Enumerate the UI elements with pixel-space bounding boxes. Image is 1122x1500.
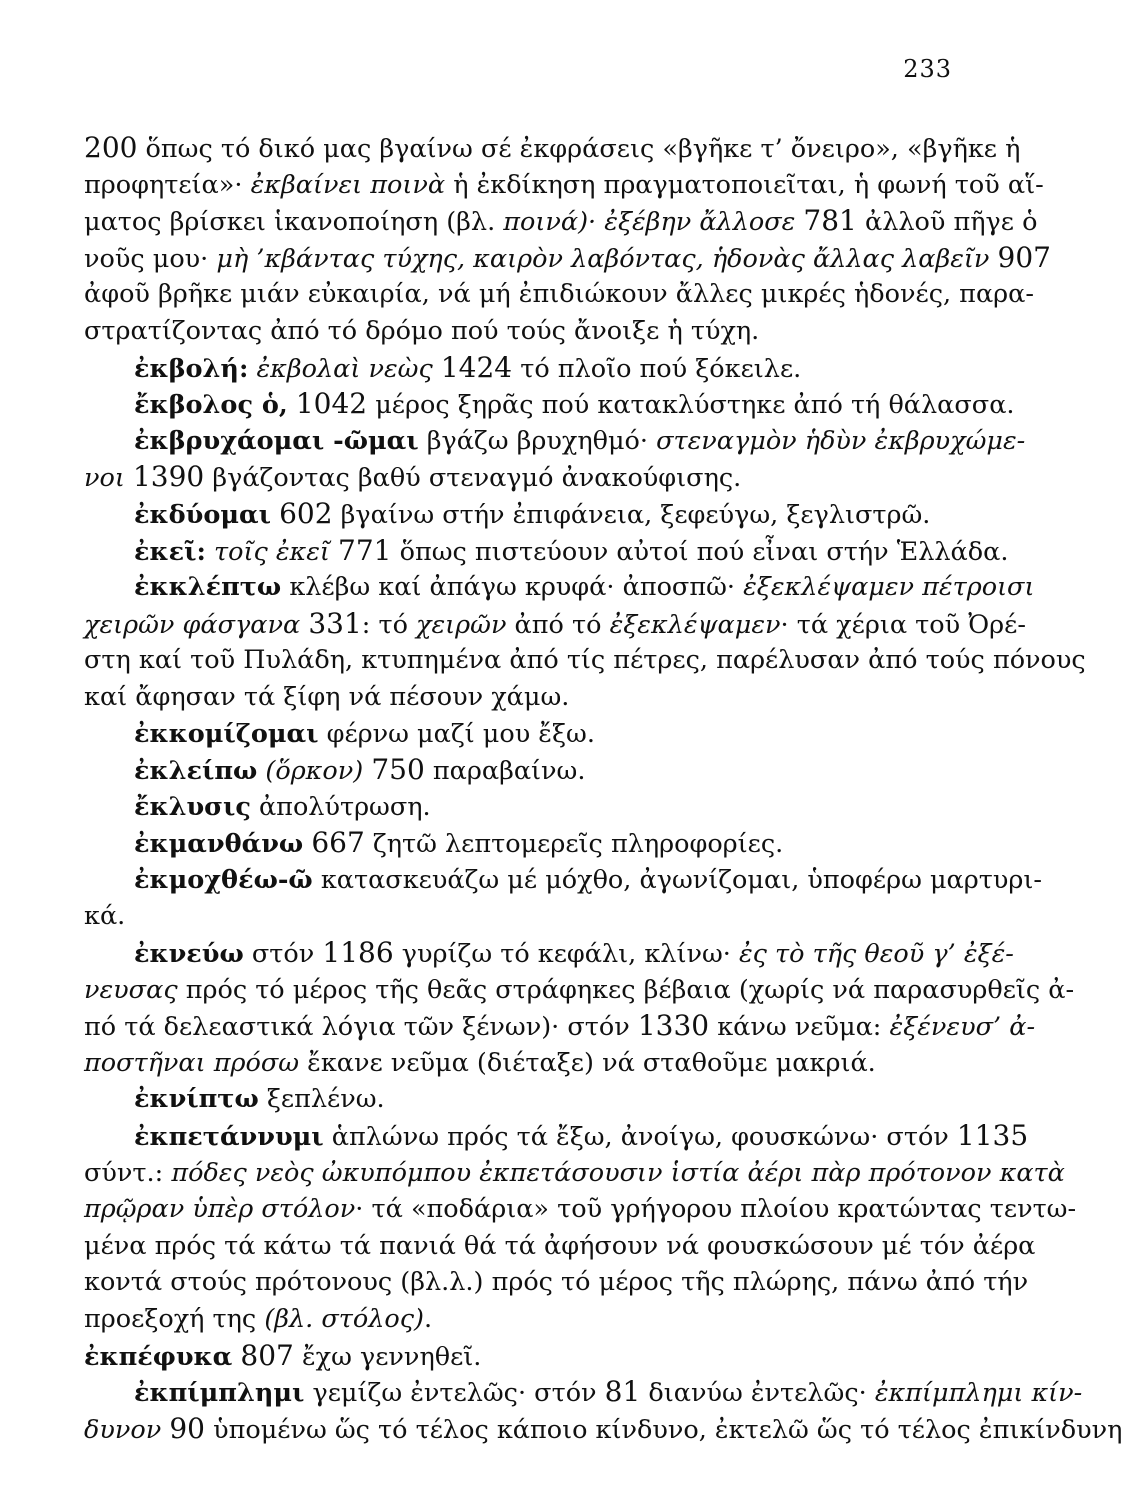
verse-number: 807 [240, 1338, 294, 1372]
verse-number: 771 [338, 533, 392, 567]
italic-quote: (βλ. στόλος) [264, 1304, 425, 1334]
entry-headword: ἐκβολή: [134, 353, 249, 384]
text-line [84, 1228, 1036, 1265]
italic-quote: ἐκβαίνει ποινὰ [250, 169, 446, 200]
text-run: σύντ.: [84, 1157, 172, 1188]
text-run: . [424, 1304, 433, 1334]
text-run: κοντά στούς πρότονους (βλ.λ.) πρός τό μέρος τῆς πλώρης, πάνω ἀπό τήν [84, 1267, 1029, 1298]
text-run: ἔχω γεννηθεῖ. [293, 1341, 482, 1372]
italic-quote: ἐξένευσ’ ἀ- [889, 1012, 1036, 1043]
text-run: διανύω ἐντελῶς· [640, 1378, 875, 1409]
text-line [84, 459, 954, 496]
text-line [84, 533, 1009, 570]
italic-quote: χειρῶν [416, 609, 507, 640]
text-line [84, 1045, 954, 1082]
text-line [84, 130, 1021, 167]
text-run [330, 537, 338, 567]
verse-number: 81 [604, 1375, 641, 1409]
text-line [84, 642, 1086, 679]
italic-quote: νοι [84, 463, 125, 494]
text-run: κάνω νεῦμα: [709, 1012, 890, 1043]
entry-headword: ἐκλείπω [134, 756, 258, 787]
text-line [84, 167, 1044, 204]
text-run: ὅπως πιστεύουν αὐτοί πού εἶναι στήν Ἑλλάδα. [391, 536, 1009, 567]
text-run: ὅπως τό δικό μας βγαίνω σέ ἐκφράσεις «βγῆκε τ’ ὄνειρο», «βγῆκε ἡ [137, 134, 1021, 164]
entry-headword: ἐκβρυχάομαι -ῶμαι [134, 425, 419, 456]
text-run [433, 354, 441, 384]
verse-number: 1186 [322, 936, 394, 970]
text-run: βγάζω βρυχηθμό· [418, 425, 657, 456]
text-run: · τά χέρια τοῦ Ὀρέ- [780, 609, 1026, 640]
text-run: ματος βρίσκει ἱκανοποίηση (βλ. [84, 207, 504, 238]
italic-quote: ποινά)· ἐξέβην ἄλλοσε [503, 207, 796, 238]
text-run: ἀλλοῦ πῆγε ὁ [856, 207, 1038, 238]
italic-quote: ἐξεκλέψαμεν πέτροισι [743, 572, 1035, 603]
text-run: · τά «ποδάρια» τοῦ γρήγορου πλοίου κρατώντας τεντω- [355, 1194, 1077, 1225]
text-line [84, 972, 1075, 1009]
text-line [84, 496, 954, 533]
entry-headword: ἐκεῖ: [134, 536, 206, 567]
text-line [84, 935, 1014, 972]
entry-headword: ἐκνεύω [134, 939, 244, 970]
text-line [84, 203, 1038, 240]
text-line [84, 313, 954, 350]
text-run: βγαίνω στήν ἐπιφάνεια, ξεφεύγω, ξεγλιστρῶ. [332, 499, 931, 530]
verse-number: 331 [308, 606, 362, 640]
text-line [84, 350, 954, 387]
italic-quote: νευσας [84, 974, 178, 1005]
text-run: κά. [84, 901, 126, 932]
verse-number: 200 [84, 131, 138, 164]
entry-headword: ἐκμοχθέω-ῶ [134, 864, 313, 895]
text-line [84, 1155, 1065, 1192]
entry-headword: ἐκνίπτω [134, 1084, 259, 1115]
text-line [84, 1264, 1029, 1301]
text-run [271, 500, 279, 530]
entry-headword: ἐκμανθάνω [134, 829, 304, 860]
italic-quote: πρῷραν ὑπὲρ στόλον [84, 1194, 356, 1225]
text-run: τό πλοῖο πού ξόκειλε. [512, 353, 802, 384]
verse-number: 1424 [440, 350, 513, 384]
text-line [84, 898, 954, 935]
entry-headword: ἐκδύομαι [134, 499, 271, 530]
text-run: μένα πρός τά κάτω τά πανιά θά τά ἀφήσουν νά φουσκώσουν μέ τόν ἀέρα [84, 1230, 1036, 1261]
verse-number: 1330 [637, 1009, 710, 1043]
text-run: ξεπλένω. [258, 1084, 385, 1115]
italic-quote: ποστῆναι πρόσω [84, 1047, 300, 1078]
italic-quote: χειρῶν φάσγανα [84, 609, 301, 640]
text-run: ἀφοῦ βρῆκε μιάν εὐκαιρία, νά μή ἐπιδιώκουν ἄλλες μικρές ἡδονές, παρα- [84, 279, 1034, 310]
italic-quote: πόδες νεὸς ὠκυπόμπου ἐκπετάσουσιν ἱστία ἀέρι πὰρ πρότονον κατὰ [171, 1157, 1065, 1188]
text-line [84, 1191, 1077, 1228]
verse-number: 1390 [132, 460, 205, 494]
text-run: ἁπλώνω πρός τά ἔξω, ἀνοίγω, φουσκώνω· στόν [323, 1122, 957, 1153]
text-line [84, 423, 1026, 460]
verse-number: 781 [803, 204, 857, 238]
verse-number: 1042 [295, 387, 368, 421]
dictionary-text-body [84, 130, 1122, 1447]
italic-quote: ἐκπίμπλημι κίν- [874, 1378, 1083, 1409]
text-line [84, 825, 954, 862]
text-line [84, 679, 954, 716]
text-run: ἔκανε νεῦμα (διέταξε) νά σταθοῦμε μακριά. [299, 1047, 876, 1078]
entry-headword: ἔκβολος ὁ, [134, 390, 288, 421]
text-run [206, 537, 214, 567]
entry-headword: ἐκπίμπλημι [134, 1378, 305, 1409]
text-line [84, 569, 1035, 606]
text-line [84, 386, 1015, 423]
entry-headword: ἐκκλέπτω [134, 572, 282, 603]
verse-number: 602 [279, 496, 333, 530]
text-run: καί ἄφησαν τά ξίφη νά πέσουν χάμω. [84, 681, 570, 712]
verse-number: 1135 [956, 1119, 1029, 1153]
text-line [84, 1118, 1029, 1155]
text-run: μέρος ξηρᾶς πού κατακλύστηκε ἀπό τή θάλασσα. [367, 390, 1015, 421]
text-run: πρός τό μέρος τῆς θεᾶς στράφηκες βέβαια (χωρίς νά παρασυρθεῖς ἀ- [177, 974, 1075, 1005]
text-run: στρατίζοντας ἀπό τό δρόμο πού τούς ἄνοιξε ἡ τύχη. [84, 315, 760, 346]
text-run [288, 390, 296, 420]
text-line [84, 752, 954, 789]
text-run: προφητεία»· [84, 169, 251, 200]
text-run: ἀπό τό [506, 609, 610, 640]
text-line [84, 1081, 954, 1118]
text-line [84, 240, 1051, 277]
entry-headword: ἔκλυσις [134, 791, 251, 822]
text-run [248, 354, 256, 384]
text-line [84, 862, 1042, 899]
text-run: ζητῶ λεπτομερεῖς πληροφορίες. [364, 829, 784, 860]
text-run: ἡ ἐκδίκηση πραγματοποιεῖται, ἡ φωνή τοῦ αἵ- [445, 169, 1044, 200]
text-line [84, 716, 954, 753]
entry-headword: ἐκπετάννυμι [134, 1122, 324, 1153]
text-line [84, 789, 954, 826]
italic-quote: τοῖς ἐκεῖ [213, 536, 330, 567]
text-run [125, 463, 133, 493]
text-run [989, 244, 997, 274]
text-line [84, 606, 1026, 643]
verse-number: 667 [311, 826, 365, 860]
text-run: γυρίζω τό κεφάλι, κλίνω· [393, 939, 739, 970]
text-run: παραβαίνω. [424, 756, 586, 787]
text-run: νοῦς μου· [84, 243, 217, 274]
entry-headword: ἐκκομίζομαι [134, 718, 319, 749]
text-line [84, 1301, 954, 1338]
text-line [84, 1008, 1036, 1045]
text-run: κατασκευάζω μέ μόχθο, ἀγωνίζομαι, ὑποφέρω μαρτυρι- [312, 864, 1042, 895]
text-run: στη καί τοῦ Πυλάδη, κτυπημένα ἀπό τίς πέτρες, παρέλυσαν ἀπό τούς πόνους [84, 645, 1086, 676]
text-run: προεξοχή της [84, 1304, 265, 1334]
text-line [84, 1374, 1083, 1411]
page-number: 233 [903, 55, 952, 83]
text-run: : τό [361, 609, 417, 640]
text-run: γεμίζω ἐντελῶς· στόν [304, 1378, 605, 1409]
verse-number: 907 [997, 240, 1051, 274]
italic-quote: ἐκβολαὶ νεὼς [256, 353, 433, 384]
italic-quote: (ὅρκον) [265, 756, 364, 787]
text-run: φέρνω μαζί μου ἔξω. [318, 718, 595, 749]
text-run: βγάζοντας βαθύ στεναγμό ἀνακούφισης. [204, 463, 742, 494]
text-run: στόν [243, 939, 323, 970]
text-run: πό τά δελεαστικά λόγια τῶν ξένων)· στόν [84, 1012, 638, 1043]
text-run: ἀπολύτρωση. [250, 791, 431, 822]
verse-number: 750 [371, 753, 425, 787]
text-line [84, 1411, 1122, 1448]
italic-quote: ἐξεκλέψαμεν [609, 609, 781, 640]
italic-quote: ἐς τὸ τῆς θεοῦ γ’ ἐξέ- [738, 939, 1014, 970]
text-line [84, 276, 1034, 313]
verse-number: 90 [169, 1411, 205, 1445]
italic-quote: στεναγμὸν ἡδὺν ἐκβρυχώμε- [656, 425, 1026, 456]
entry-headword: ἐκπέφυκα [84, 1341, 233, 1372]
italic-quote: δυνον [84, 1414, 162, 1445]
italic-quote: μὴ ’κβάντας τύχης, καιρὸν λαβόντας, ἡδονὰς ἄλλας λαβεῖν [216, 243, 990, 274]
text-run: κλέβω καί ἀπάγω κρυφά· ἀποσπῶ· [281, 572, 744, 603]
text-run: ὑπομένω ὥς τό τέλος κάποιο κίνδυνο, ἐκτελῶ ὥς τό τέλος ἐπικίνδυνη [204, 1414, 1122, 1445]
text-line [84, 1338, 954, 1375]
